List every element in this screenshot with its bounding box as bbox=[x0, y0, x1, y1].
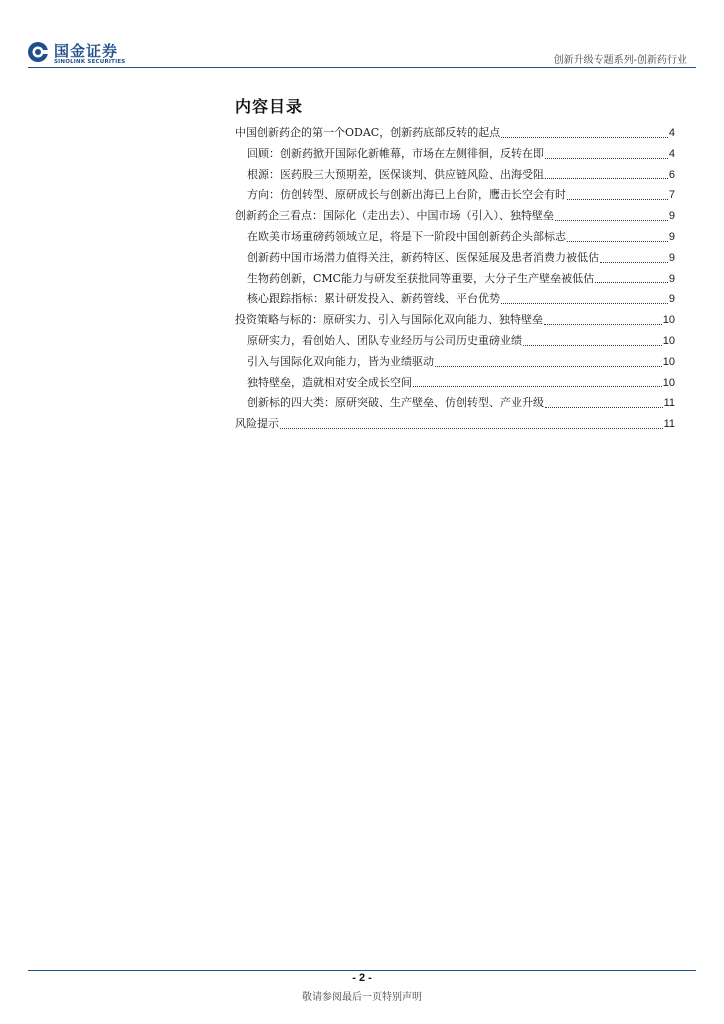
footer-divider bbox=[28, 970, 696, 971]
toc-entry[interactable] bbox=[235, 123, 675, 144]
toc-entry-text: 独特壁垒，造就相对安全成长空间 bbox=[247, 375, 412, 389]
toc-entry[interactable] bbox=[235, 206, 675, 227]
table-of-contents bbox=[235, 123, 675, 435]
toc-entry-text: 中国创新药企的第一个ODAC，创新药底部反转的起点 bbox=[235, 126, 501, 139]
toc-leader-dots bbox=[600, 261, 668, 263]
toc-entry-text: 投资策略与标的：原研实力、引入与国际化双向能力、独特壁垒 bbox=[235, 313, 543, 327]
logo-text-cn: 国金证券 bbox=[54, 42, 119, 60]
footer-disclaimer: 敬请参阅最后一页特别声明 bbox=[302, 992, 422, 1003]
toc-entry-text: 在欧美市场重磅药领域立足，将是下一阶段中国创新药企头部标志 bbox=[247, 229, 566, 243]
toc-entry-page: 9 bbox=[668, 251, 675, 264]
toc-leader-dots bbox=[523, 344, 662, 346]
toc-entry-page: 4 bbox=[668, 147, 675, 160]
toc-entry-page: 10 bbox=[662, 355, 675, 368]
logo-mark-icon bbox=[27, 41, 49, 63]
toc-leader-dots bbox=[544, 323, 662, 325]
toc-entry-page: 9 bbox=[668, 230, 675, 243]
toc-entry-text: 引入与国际化双向能力，皆为业绩驱动 bbox=[247, 354, 434, 368]
toc-entry-page: 10 bbox=[662, 334, 675, 347]
toc-entry-text: 创新标的四大类：原研突破、生产壁垒、仿创转型、产业升级 bbox=[247, 396, 544, 410]
toc-entry[interactable] bbox=[235, 289, 675, 310]
toc-entry[interactable] bbox=[235, 352, 675, 373]
toc-entry-page: 10 bbox=[662, 314, 675, 327]
toc-entry-text: 回顾：创新药掀开国际化新帷幕，市场在左侧徘徊，反转在即 bbox=[247, 146, 544, 160]
toc-leader-dots bbox=[545, 157, 668, 159]
toc-entry-text: 原研实力，看创始人、团队专业经历与公司历史重磅业绩 bbox=[247, 333, 522, 347]
toc-entry[interactable] bbox=[235, 144, 675, 165]
toc-entry-page: 6 bbox=[668, 168, 675, 181]
toc-entry-page: 9 bbox=[668, 293, 675, 306]
toc-entry-page: 10 bbox=[662, 376, 675, 389]
toc-entry-page: 11 bbox=[663, 397, 675, 410]
toc-entry[interactable] bbox=[235, 227, 675, 248]
toc-entry-text: 生物药创新，CMC能力与研发至获批同等重要，大分子生产壁垒被低估 bbox=[247, 271, 595, 285]
toc-entry[interactable] bbox=[235, 165, 675, 186]
page-header bbox=[0, 0, 724, 70]
toc-leader-dots bbox=[280, 427, 663, 429]
toc-entry[interactable] bbox=[235, 269, 675, 290]
toc-entry-page: 7 bbox=[668, 189, 675, 202]
logo-text-en: SINOLINK SECURITIES bbox=[54, 59, 126, 65]
toc-entry[interactable] bbox=[235, 393, 675, 414]
toc-entry-page: 11 bbox=[663, 418, 675, 431]
toc-entry[interactable] bbox=[235, 373, 675, 394]
toc-leader-dots bbox=[501, 302, 668, 304]
toc-entry[interactable] bbox=[235, 310, 675, 331]
toc-entry-text: 核心跟踪指标：累计研发投入、新药管线、平台优势 bbox=[247, 292, 500, 306]
header-divider bbox=[28, 67, 696, 68]
company-logo bbox=[27, 40, 137, 70]
toc-leader-dots bbox=[501, 136, 668, 138]
toc-entry-text: 创新药中国市场潜力值得关注，新药特区、医保延展及患者消费力被低估 bbox=[247, 250, 599, 264]
toc-leader-dots bbox=[567, 198, 668, 200]
toc-entry[interactable] bbox=[235, 331, 675, 352]
toc-entry-text: 风险提示 bbox=[235, 417, 279, 431]
toc-entry-text: 方向：仿创转型、原研成长与创新出海已上台阶，鹰击长空会有时 bbox=[247, 188, 566, 202]
toc-leader-dots bbox=[555, 219, 668, 221]
toc-entry-page: 9 bbox=[668, 272, 675, 285]
page-number: - 2 - bbox=[352, 972, 372, 984]
toc-leader-dots bbox=[435, 365, 662, 367]
toc-leader-dots bbox=[545, 406, 663, 408]
toc-leader-dots bbox=[567, 240, 668, 242]
toc-leader-dots bbox=[545, 177, 668, 179]
toc-entry-text: 根源：医药股三大预期差，医保谈判、供应链风险、出海受阻 bbox=[247, 167, 544, 181]
toc-entry[interactable] bbox=[235, 414, 675, 435]
toc-entry[interactable] bbox=[235, 185, 675, 206]
toc-entry[interactable] bbox=[235, 248, 675, 269]
toc-title: 内容目录 bbox=[235, 97, 304, 116]
toc-entry-text: 创新药企三看点：国际化（走出去）、中国市场（引入）、独特壁垒 bbox=[235, 209, 554, 223]
toc-leader-dots bbox=[595, 281, 668, 283]
toc-entry-page: 9 bbox=[668, 210, 675, 223]
series-title: 创新升级专题系列-创新药行业 bbox=[553, 55, 687, 66]
toc-leader-dots bbox=[413, 385, 662, 387]
toc-entry-page: 4 bbox=[668, 127, 675, 139]
